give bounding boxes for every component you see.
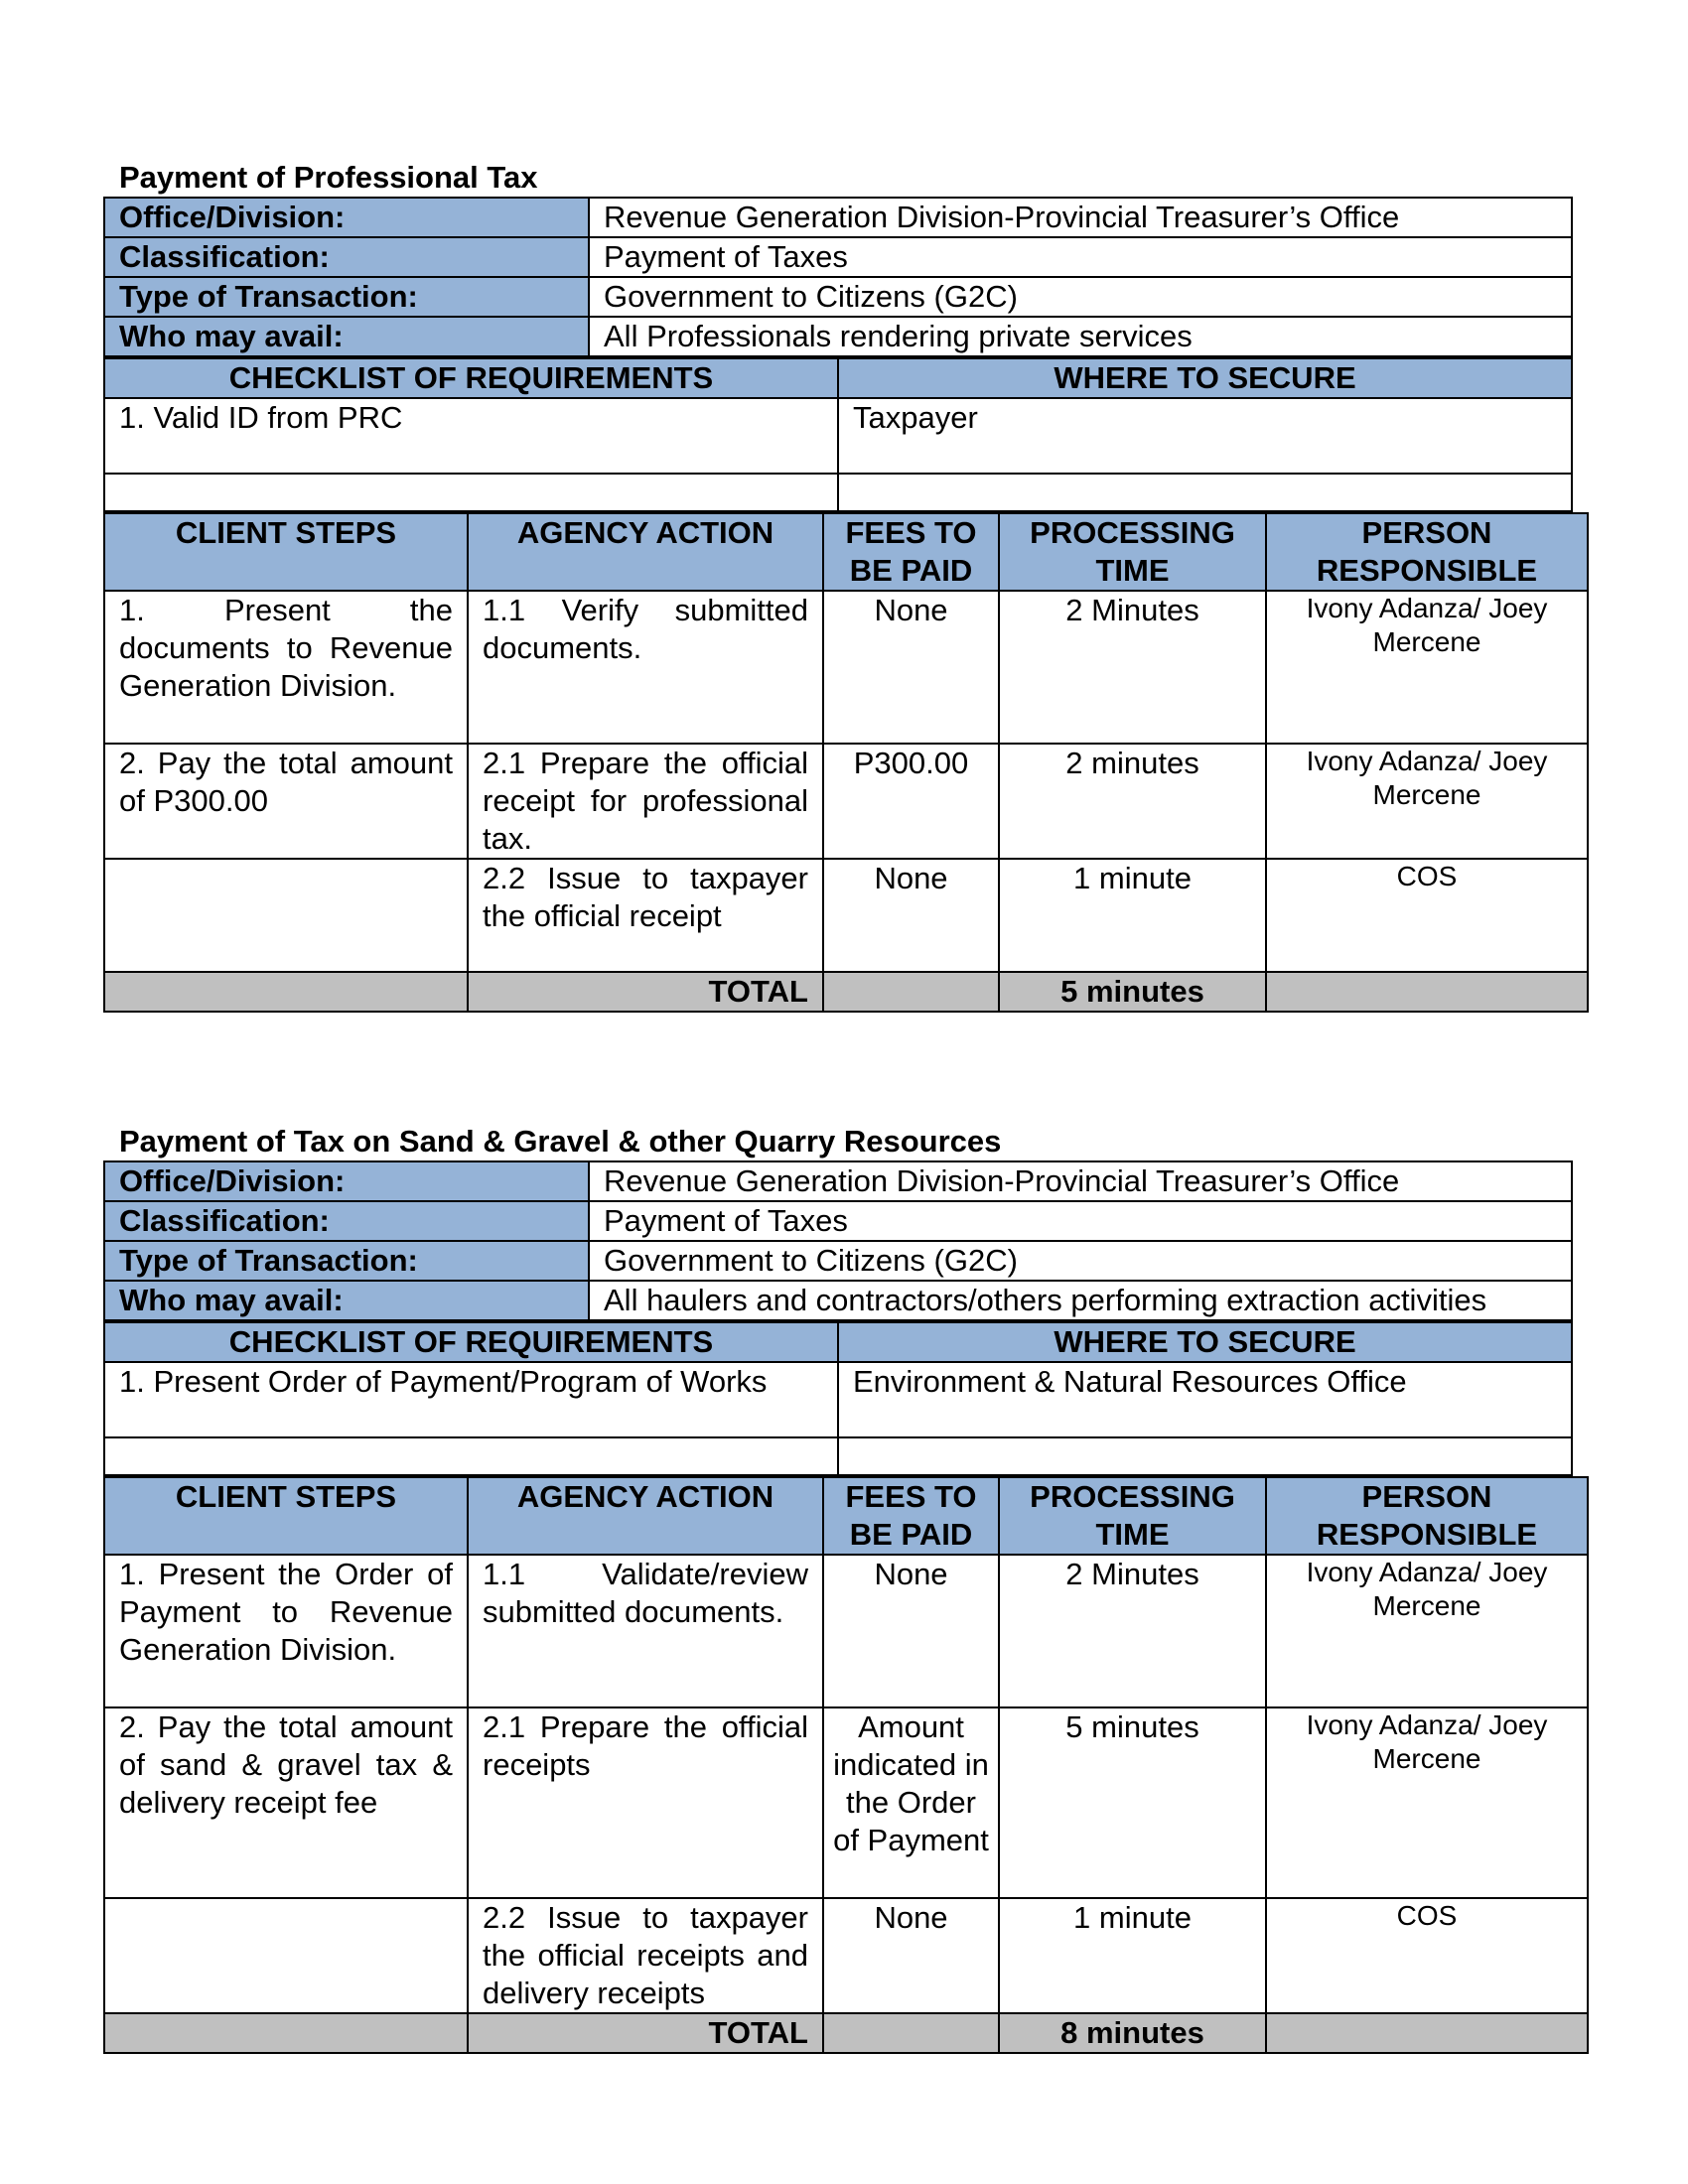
info-label: Classification: (104, 237, 589, 277)
agency-action: 2.1 Prepare the official receipts (468, 1707, 823, 1898)
info-label: Office/Division: (104, 198, 589, 237)
fees: P300.00 (823, 744, 999, 859)
section-title: Payment of Tax on Sand & Gravel & other Quarry Resources (119, 1124, 1002, 1159)
info-label: Classification: (104, 1201, 589, 1241)
total-empty (104, 2013, 468, 2053)
total-label: TOTAL (468, 2013, 823, 2053)
info-value: Payment of Taxes (589, 1201, 1572, 1241)
info-row-office (104, 1161, 1572, 1201)
fees: None (823, 1898, 999, 2013)
col-person-responsible: PERSON RESPONSIBLE (1266, 1477, 1588, 1555)
secure-header: WHERE TO SECURE (838, 358, 1572, 398)
info-table (103, 197, 1573, 357)
section-professional-tax (103, 159, 1587, 1013)
info-label: Office/Division: (104, 1161, 589, 1201)
col-person-responsible: PERSON RESPONSIBLE (1266, 513, 1588, 591)
processing-time: 2 Minutes (999, 1555, 1266, 1707)
empty-cell (838, 1437, 1572, 1475)
info-value: Government to Citizens (G2C) (589, 1241, 1572, 1281)
info-value: Payment of Taxes (589, 237, 1572, 277)
col-agency-action: AGENCY ACTION (468, 1477, 823, 1555)
col-fees: FEES TO BE PAID (823, 513, 999, 591)
total-time: 5 minutes (999, 972, 1266, 1012)
secure-header: WHERE TO SECURE (838, 1322, 1572, 1362)
table-row (104, 744, 1588, 859)
processing-time: 1 minute (999, 859, 1266, 972)
col-processing-time: PROCESSING TIME (999, 513, 1266, 591)
steps-table (103, 512, 1589, 1013)
empty-cell (104, 474, 838, 511)
table-row (104, 1555, 1588, 1707)
total-empty (823, 972, 999, 1012)
client-step: 2. Pay the total amount of P300.00 (104, 744, 468, 859)
info-row-classification (104, 237, 1572, 277)
info-row-office (104, 198, 1572, 237)
col-processing-time: PROCESSING TIME (999, 1477, 1266, 1555)
client-step: 2. Pay the total amount of sand & gravel tax & delivery receipt fee (104, 1707, 468, 1898)
total-row (104, 2013, 1588, 2053)
person-responsible: Ivony Adanza/ Joey Mercene (1266, 1555, 1588, 1707)
table-row (104, 591, 1588, 744)
fees: None (823, 1555, 999, 1707)
requirement-item: 1. Present Order of Payment/Program of Works (104, 1362, 838, 1437)
section-title: Payment of Professional Tax (119, 160, 538, 195)
table-row (104, 1898, 1588, 2013)
info-label: Who may avail: (104, 1281, 589, 1320)
total-empty (1266, 972, 1588, 1012)
processing-time: 2 Minutes (999, 591, 1266, 744)
agency-action: 2.2 Issue to taxpayer the official receipt (468, 859, 823, 972)
agency-action: 2.2 Issue to taxpayer the official receipts and delivery receipts (468, 1898, 823, 2013)
total-row (104, 972, 1588, 1012)
client-step (104, 859, 468, 972)
col-agency-action: AGENCY ACTION (468, 513, 823, 591)
table-row (104, 1707, 1588, 1898)
client-step: 1. Present the documents to Revenue Generation Division. (104, 591, 468, 744)
info-value: All Professionals rendering private services (589, 317, 1572, 356)
info-value: Government to Citizens (G2C) (589, 277, 1572, 317)
total-label: TOTAL (468, 972, 823, 1012)
where-to-secure: Environment & Natural Resources Office (838, 1362, 1572, 1437)
processing-time: 5 minutes (999, 1707, 1266, 1898)
info-row-transaction (104, 277, 1572, 317)
col-client-steps: CLIENT STEPS (104, 1477, 468, 1555)
agency-action: 1.1 Verify submitted documents. (468, 591, 823, 744)
fees: None (823, 859, 999, 972)
checklist-header: CHECKLIST OF REQUIREMENTS (104, 358, 838, 398)
agency-action: 1.1 Validate/review submitted documents. (468, 1555, 823, 1707)
processing-time: 1 minute (999, 1898, 1266, 2013)
empty-cell (838, 474, 1572, 511)
info-value: All haulers and contractors/others performing extraction activities (589, 1281, 1572, 1320)
empty-cell (104, 1437, 838, 1475)
table-row (104, 859, 1588, 972)
info-row-avail (104, 317, 1572, 356)
person-responsible: Ivony Adanza/ Joey Mercene (1266, 591, 1588, 744)
col-fees: FEES TO BE PAID (823, 1477, 999, 1555)
info-row-avail (104, 1281, 1572, 1320)
steps-table (103, 1476, 1589, 2054)
fees: None (823, 591, 999, 744)
info-label: Type of Transaction: (104, 1241, 589, 1281)
person-responsible: Ivony Adanza/ Joey Mercene (1266, 744, 1588, 859)
person-responsible: COS (1266, 1898, 1588, 2013)
info-label: Who may avail: (104, 317, 589, 356)
where-to-secure: Taxpayer (838, 398, 1572, 474)
client-step: 1. Present the Order of Payment to Revenue Generation Division. (104, 1555, 468, 1707)
total-empty (823, 2013, 999, 2053)
info-row-classification (104, 1201, 1572, 1241)
processing-time: 2 minutes (999, 744, 1266, 859)
section-sand-gravel-tax (103, 1123, 1587, 2054)
checklist-table (103, 357, 1573, 512)
agency-action: 2.1 Prepare the official receipt for professional tax. (468, 744, 823, 859)
fees: Amount indicated in the Order of Payment (823, 1707, 999, 1898)
info-table (103, 1160, 1573, 1321)
client-step (104, 1898, 468, 2013)
info-label: Type of Transaction: (104, 277, 589, 317)
person-responsible: COS (1266, 859, 1588, 972)
total-empty (1266, 2013, 1588, 2053)
info-value: Revenue Generation Division-Provincial Treasurer’s Office (589, 1161, 1572, 1201)
requirement-item: 1. Valid ID from PRC (104, 398, 838, 474)
checklist-header: CHECKLIST OF REQUIREMENTS (104, 1322, 838, 1362)
total-empty (104, 972, 468, 1012)
info-row-transaction (104, 1241, 1572, 1281)
col-client-steps: CLIENT STEPS (104, 513, 468, 591)
checklist-table (103, 1321, 1573, 1476)
total-time: 8 minutes (999, 2013, 1266, 2053)
person-responsible: Ivony Adanza/ Joey Mercene (1266, 1707, 1588, 1898)
info-value: Revenue Generation Division-Provincial Treasurer’s Office (589, 198, 1572, 237)
